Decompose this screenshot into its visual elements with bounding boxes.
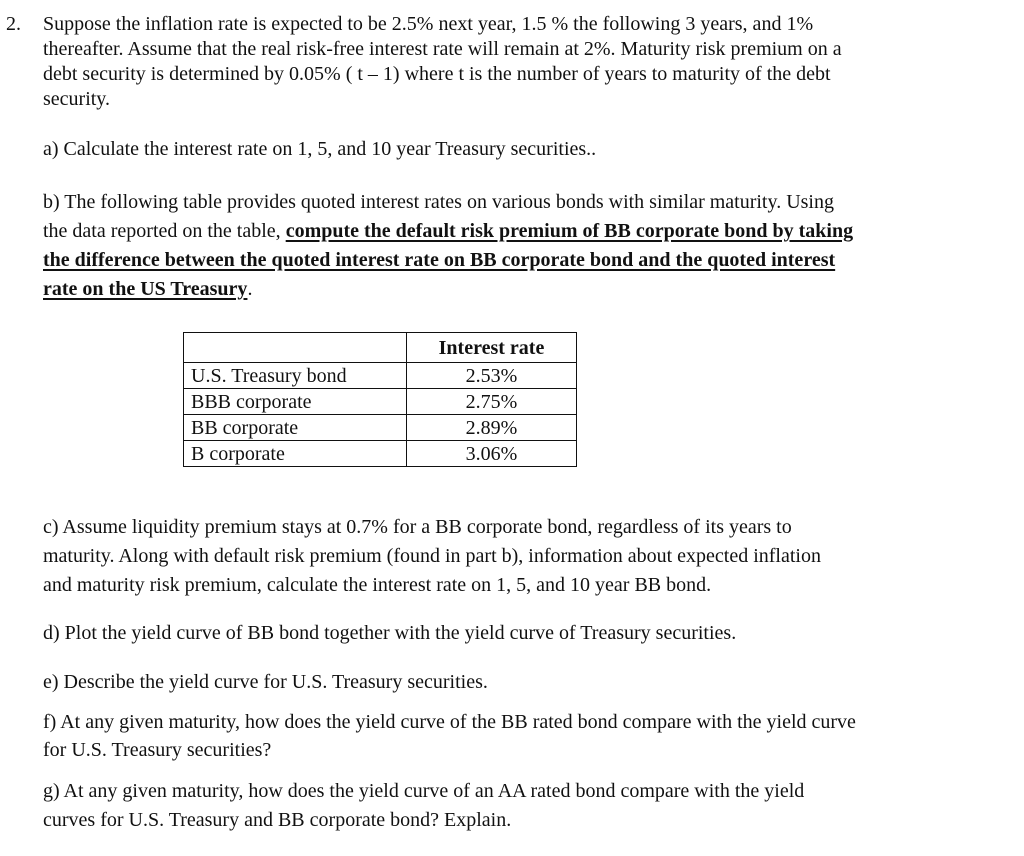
question-number: 2. <box>6 13 21 35</box>
bond-name-cell: BBB corporate <box>184 389 407 415</box>
bond-name-cell: BB corporate <box>184 415 407 441</box>
table-row <box>184 415 577 441</box>
intro-line-3: debt security is determined by 0.05% ( t – 1) where t is the number of years to maturity of the debt <box>43 63 831 85</box>
table-header-blank <box>184 333 407 363</box>
bond-rate-cell: 2.53% <box>407 363 577 389</box>
part-b-line-3 <box>43 248 835 273</box>
part-b-line-2 <box>43 219 853 244</box>
table-row <box>184 441 577 467</box>
bond-rate-cell: 3.06% <box>407 441 577 467</box>
part-b-emphasis-1: compute the default risk premium of BB corporate bond by taking <box>285 220 854 242</box>
table-header-row <box>184 333 577 363</box>
table-row <box>184 389 577 415</box>
table-row <box>184 363 577 389</box>
part-d: d) Plot the yield curve of BB bond together with the yield curve of Treasury securities. <box>43 622 737 644</box>
part-f-line-2: for U.S. Treasury securities? <box>43 739 272 761</box>
part-b-emphasis-3: rate on the US Treasury <box>43 278 248 300</box>
bond-rate-cell: 2.75% <box>407 389 577 415</box>
interest-rate-table <box>183 332 577 467</box>
part-f-line-1: f) At any given maturity, how does the yield curve of the BB rated bond compare with the yield curve <box>43 711 856 733</box>
bond-name-cell: U.S. Treasury bond <box>184 363 407 389</box>
intro-line-4: security. <box>43 88 111 110</box>
part-g-line-1: g) At any given maturity, how does the yield curve of an AA rated bond compare with the yield <box>43 780 805 802</box>
intro-line-2: thereafter. Assume that the real risk-free interest rate will remain at 2%. Maturity risk premium on a <box>43 38 842 60</box>
part-c-line-2: maturity. Along with default risk premium (found in part b), information about expected inflation <box>43 545 821 567</box>
bond-rate-cell: 2.89% <box>407 415 577 441</box>
part-b-line-4 <box>43 277 252 302</box>
part-a: a) Calculate the interest rate on 1, 5, and 10 year Treasury securities.. <box>43 138 597 160</box>
part-b-line-1: b) The following table provides quoted interest rates on various bonds with similar maturity. Using <box>43 191 834 213</box>
table-header-interest-rate: Interest rate <box>407 333 577 363</box>
part-b-emphasis-2: the difference between the quoted interest rate on BB corporate bond and the quoted interest <box>43 249 836 271</box>
part-g-line-2: curves for U.S. Treasury and BB corporate bond? Explain. <box>43 809 512 831</box>
bond-name-cell: B corporate <box>184 441 407 467</box>
part-b-line-4-end: . <box>247 278 253 300</box>
part-b-line-2-plain: the data reported on the table, <box>43 220 286 242</box>
part-c-line-3: and maturity risk premium, calculate the interest rate on 1, 5, and 10 year BB bond. <box>43 574 712 596</box>
part-e: e) Describe the yield curve for U.S. Treasury securities. <box>43 671 488 693</box>
part-c-line-1: c) Assume liquidity premium stays at 0.7% for a BB corporate bond, regardless of its years to <box>43 516 792 538</box>
intro-line-1: Suppose the inflation rate is expected to be 2.5% next year, 1.5 % the following 3 years, and 1% <box>43 13 814 35</box>
